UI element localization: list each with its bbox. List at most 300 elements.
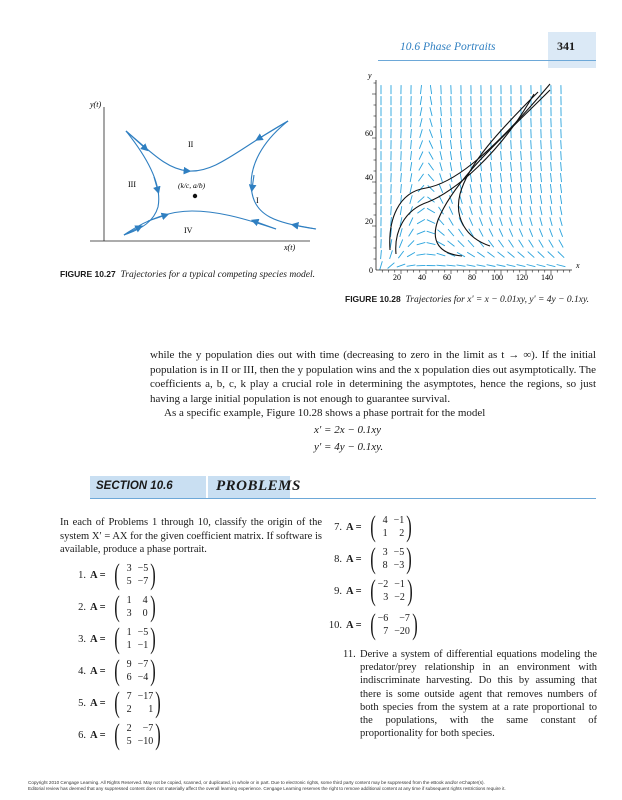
direction-segment xyxy=(439,184,442,192)
direction-segment xyxy=(407,252,415,256)
figure-10-28-caption xyxy=(345,293,600,307)
direction-segment xyxy=(559,228,562,236)
direction-segment xyxy=(471,151,472,160)
problem-number: 8. xyxy=(334,553,342,565)
matrix: ( 3 −5 5 −7 ) xyxy=(113,558,157,591)
direction-segment xyxy=(437,253,446,256)
direction-segment xyxy=(451,107,452,116)
direction-segment xyxy=(468,240,474,247)
problem-number: 10. xyxy=(328,619,342,631)
matrix-cell: −6 xyxy=(377,613,389,624)
direction-segment xyxy=(501,162,502,171)
direction-segment xyxy=(460,162,461,171)
direction-segment xyxy=(551,140,552,149)
copyright-line-1: Copyright 2010 Cengage Learning. All Rights Reserved. May not be copied, scanned, or duplicated, in whole or in part. Due to electronic rights, some third party content may be suppressed from the eBook and/or eChapter(s). xyxy=(28,780,485,785)
direction-segment xyxy=(551,162,552,171)
direction-segment xyxy=(480,206,483,215)
direction-segment xyxy=(561,162,562,171)
direction-segment xyxy=(429,129,432,137)
problem-9 xyxy=(316,576,415,606)
fig28-x-tick: 140 xyxy=(541,273,553,282)
direction-segment xyxy=(400,206,401,215)
direction-segment xyxy=(470,195,472,204)
direction-segment xyxy=(549,240,554,248)
direction-segment xyxy=(510,195,512,204)
problem-number: 9. xyxy=(334,585,342,597)
direction-segment xyxy=(530,217,533,226)
fig27-caption-text: Trajectories for a typical competing species model. xyxy=(120,270,315,280)
direction-segment xyxy=(428,163,433,170)
direction-segment xyxy=(411,151,412,160)
fig28-x-tick: 20 xyxy=(393,273,401,282)
direction-segment xyxy=(521,162,522,171)
direction-segment xyxy=(441,118,442,127)
direction-segment xyxy=(459,229,464,236)
matrix: ( −2 −1 3 −2 ) xyxy=(369,574,413,607)
direction-segment xyxy=(381,250,382,259)
direction-segment xyxy=(558,252,564,258)
direction-segment xyxy=(461,129,462,138)
body-text xyxy=(150,348,596,421)
direction-segment xyxy=(500,184,501,193)
direction-segment xyxy=(471,129,472,138)
direction-segment xyxy=(419,140,422,148)
direction-segment xyxy=(540,184,541,193)
matrix: ( −6 −7 7 −20 ) xyxy=(369,608,418,641)
direction-segment xyxy=(469,218,473,226)
direction-segment xyxy=(470,184,472,193)
matrix: ( 4 −1 1 2 ) xyxy=(369,510,413,543)
direction-segment xyxy=(440,173,443,182)
problem-lhs: A = xyxy=(90,697,106,709)
fig27-region-ii: II xyxy=(188,140,194,149)
matrix-cell: 1 xyxy=(126,595,132,606)
direction-segment xyxy=(520,206,522,215)
direction-segment xyxy=(561,151,562,160)
direction-segment xyxy=(500,217,503,226)
problem-lhs: A = xyxy=(90,633,106,645)
direction-segment xyxy=(448,241,455,247)
matrix-cell: 8 xyxy=(382,560,388,571)
direction-segment xyxy=(421,85,422,94)
direction-segment xyxy=(527,265,536,267)
direction-segment xyxy=(467,252,475,257)
section-title: PROBLEMS xyxy=(216,478,301,494)
direction-segment xyxy=(541,151,542,160)
direction-segment xyxy=(477,252,484,257)
matrix-cell: 4 xyxy=(382,515,388,526)
direction-segment xyxy=(519,240,524,248)
matrix-cell: −1 xyxy=(137,640,149,651)
direction-segment xyxy=(458,240,464,246)
direction-segment xyxy=(409,229,414,237)
direction-segment xyxy=(550,217,552,226)
problem-number: 1. xyxy=(78,569,86,581)
direction-segment xyxy=(541,173,542,182)
direction-segment xyxy=(560,217,562,226)
direction-segment xyxy=(490,206,492,215)
fig27-region-iv: IV xyxy=(184,226,193,235)
direction-segment xyxy=(430,96,432,105)
direction-segment xyxy=(557,265,566,267)
fig27-trajectories xyxy=(124,121,316,235)
page-number: 341 xyxy=(557,39,575,53)
problem-number: 3. xyxy=(78,633,86,645)
direction-segment xyxy=(477,265,486,267)
direction-segment xyxy=(390,239,392,248)
direction-segment xyxy=(410,195,412,204)
matrix-cell: −5 xyxy=(137,627,149,638)
direction-segment xyxy=(518,252,525,258)
direction-segment xyxy=(450,151,451,160)
direction-segment xyxy=(560,184,561,193)
direction-segment xyxy=(479,217,482,225)
matrix-cell: 5 xyxy=(126,736,132,747)
matrix-cell: −20 xyxy=(394,626,410,637)
direction-segment xyxy=(539,240,544,248)
matrix-cell: −10 xyxy=(137,736,154,747)
direction-segment xyxy=(428,174,434,181)
direction-segment xyxy=(521,140,522,149)
direction-segment xyxy=(449,207,453,215)
direction-segment xyxy=(407,265,416,266)
direction-segment xyxy=(408,240,414,246)
copyright-line-2: Editorial review has deemed that any suppressed content does not materially affect the overall learning experience. Cengage Learning reserves the right to remove additional content at any time if subsequent rights restrictions require it. xyxy=(28,786,506,791)
direction-segment xyxy=(520,184,521,193)
figure-10-27-caption xyxy=(60,268,326,282)
problem-8 xyxy=(316,544,414,574)
matrix: ( 1 −5 1 −1 ) xyxy=(113,622,157,655)
direction-segment xyxy=(427,254,436,255)
direction-segment xyxy=(471,140,472,149)
direction-segment xyxy=(511,151,512,160)
direction-segment xyxy=(420,118,422,127)
problem-lhs: A = xyxy=(346,585,362,597)
direction-segment xyxy=(457,265,466,266)
matrix-cell: −2 xyxy=(394,592,405,603)
direction-segment xyxy=(500,173,501,182)
direction-segment xyxy=(417,242,426,244)
matrix-cell: 6 xyxy=(126,672,132,683)
direction-segment xyxy=(440,162,442,171)
matrix: ( 3 −5 8 −3 ) xyxy=(369,542,413,575)
matrix: ( 2 −7 5 −10 ) xyxy=(113,718,162,751)
direction-segment xyxy=(540,206,542,215)
matrix-cell: −1 xyxy=(394,579,405,590)
direction-segment xyxy=(451,118,452,127)
direction-segment xyxy=(380,261,383,270)
direction-segment xyxy=(491,162,492,171)
fig28-caption-text: Trajectories for x' = x − 0.01xy, y' = 4y − 0.1xy. xyxy=(405,295,590,305)
direction-segment xyxy=(489,229,493,237)
direction-segment xyxy=(417,208,424,213)
direction-segment xyxy=(487,265,496,267)
direction-segment xyxy=(508,252,515,258)
direction-segment xyxy=(467,265,476,267)
direction-segment xyxy=(417,231,425,234)
fig27-x-label: x(t) xyxy=(284,243,296,252)
fig27-region-i: I xyxy=(256,196,259,205)
direction-segment xyxy=(559,240,563,248)
problem-lhs: A = xyxy=(90,665,106,677)
direction-segment xyxy=(510,217,513,226)
direction-segment xyxy=(438,230,445,236)
fig28-y-label: y xyxy=(368,71,372,80)
direction-segment xyxy=(470,173,471,182)
direction-segment xyxy=(530,206,532,215)
direction-segment xyxy=(430,85,431,94)
direction-segment xyxy=(531,140,532,149)
problem-number: 7. xyxy=(334,521,342,533)
direction-segment xyxy=(521,151,522,160)
direction-segment xyxy=(497,265,506,267)
direction-segment xyxy=(459,206,462,214)
problem-1 xyxy=(60,560,158,590)
matrix-cell: 1 xyxy=(382,528,388,539)
direction-segment xyxy=(510,173,511,182)
matrix-cell: 2 xyxy=(126,704,132,715)
direction-segment xyxy=(419,152,423,160)
direction-segment xyxy=(480,184,482,193)
direction-segment xyxy=(411,129,412,138)
direction-segment xyxy=(417,254,426,255)
direction-segment xyxy=(520,217,523,226)
direction-segment xyxy=(440,129,441,138)
direction-segment xyxy=(517,265,526,267)
direction-segment xyxy=(531,173,532,182)
direction-segment xyxy=(501,151,502,160)
matrix-cell: −7 xyxy=(137,576,149,587)
direction-segment xyxy=(411,140,412,149)
matrix: ( 7 −17 2 1 ) xyxy=(113,686,162,719)
direction-segment xyxy=(498,240,503,247)
fig28-x-tick: 100 xyxy=(491,273,503,282)
problem-number: 4. xyxy=(78,665,86,677)
direction-segment xyxy=(427,220,435,224)
direction-segment xyxy=(499,229,503,237)
matrix-cell: 3 xyxy=(382,547,388,558)
problem-2 xyxy=(60,592,158,622)
matrix-cell: −17 xyxy=(137,691,154,702)
figure-10-28 xyxy=(350,70,602,290)
problem-number: 2. xyxy=(78,601,86,613)
direction-segment xyxy=(479,229,483,237)
equation-1: x′ = 2x − 0.1xy xyxy=(314,424,382,436)
direction-segment xyxy=(450,162,452,171)
direction-segment xyxy=(420,129,423,138)
direction-segment xyxy=(490,173,491,182)
direction-segment xyxy=(510,206,512,215)
direction-segment xyxy=(537,265,546,267)
problem-11 xyxy=(343,648,597,740)
direction-segment xyxy=(420,107,422,116)
direction-segment xyxy=(388,263,395,269)
direction-segment xyxy=(401,184,402,193)
matrix-cell: 4 xyxy=(142,595,148,606)
direction-segment xyxy=(530,195,532,204)
direction-segment xyxy=(427,231,436,234)
fig28-y-tick: 40 xyxy=(365,173,373,182)
direction-segment xyxy=(539,228,542,236)
matrix-cell: 3 xyxy=(126,608,132,619)
direction-segment xyxy=(528,252,535,258)
matrix: ( 1 4 3 0 ) xyxy=(113,590,156,623)
problem-number: 5. xyxy=(78,697,86,709)
direction-segment xyxy=(480,195,482,204)
direction-segment xyxy=(547,265,556,267)
section-divider xyxy=(206,476,208,498)
direction-segment xyxy=(427,243,436,245)
fig28-y-tick: 0 xyxy=(369,266,373,275)
fig28-x-tick: 80 xyxy=(468,273,476,282)
body-paragraph-1: while the y population dies out with time (decreasing to zero in the limit as t → ∞). If the initial population is in II or III, then the y population wins and the x population dies out asymptotically. The coefficients a, b, c, k play a crucial role in determining the asymptotes, hence the regions, so just having a large initial population is not enough to guarantee survival. xyxy=(150,349,596,405)
fig28-x-label: x xyxy=(576,261,580,270)
direction-segment xyxy=(507,265,516,267)
direction-segment xyxy=(531,162,532,171)
matrix-cell: 1 xyxy=(126,640,132,651)
header-rule xyxy=(378,60,596,61)
direction-segment xyxy=(410,173,412,182)
direction-segment xyxy=(551,173,552,182)
direction-segment xyxy=(530,184,531,193)
fig27-equilibrium-point xyxy=(193,194,197,198)
fig28-x-tick-labels xyxy=(393,273,553,282)
direction-segment xyxy=(430,107,432,116)
direction-segment xyxy=(490,217,493,225)
direction-segment xyxy=(409,218,413,226)
direction-segment xyxy=(460,151,461,160)
direction-segment xyxy=(550,195,552,204)
fig28-y-tick: 20 xyxy=(365,217,373,226)
direction-segment xyxy=(429,141,433,149)
direction-segment xyxy=(440,151,442,160)
direction-segment xyxy=(420,96,421,105)
direction-segment xyxy=(448,229,454,236)
direction-segment xyxy=(541,140,542,149)
fig28-direction-field xyxy=(380,85,566,270)
direction-segment xyxy=(471,118,472,127)
direction-segment xyxy=(521,173,522,182)
direction-segment xyxy=(498,252,505,258)
matrix-cell: −5 xyxy=(393,547,405,558)
direction-segment xyxy=(560,206,562,215)
problem-lhs: A = xyxy=(346,619,362,631)
direction-segment xyxy=(487,252,494,257)
direction-segment xyxy=(480,173,481,182)
fig28-x-tick: 60 xyxy=(443,273,451,282)
fig28-x-tick: 120 xyxy=(516,273,528,282)
matrix-cell: 0 xyxy=(142,608,148,619)
matrix-cell: −2 xyxy=(377,579,389,590)
direction-segment xyxy=(449,218,454,226)
fig27-y-label: y(t) xyxy=(90,100,102,109)
direction-segment xyxy=(419,163,423,171)
equation-2: y′ = 4y − 0.1xy. xyxy=(314,441,384,453)
problem-6 xyxy=(60,720,163,750)
direction-segment xyxy=(490,195,492,204)
problem-lhs: A = xyxy=(90,569,106,581)
direction-segment xyxy=(470,206,473,215)
direction-segment xyxy=(398,251,403,258)
direction-segment xyxy=(560,195,561,204)
direction-segment xyxy=(400,228,402,237)
problem-lhs: A = xyxy=(90,729,106,741)
direction-segment xyxy=(561,140,562,149)
direction-segment xyxy=(410,184,412,193)
direction-segment xyxy=(519,229,523,237)
problem-5 xyxy=(60,688,163,718)
direction-segment xyxy=(461,140,462,149)
direction-segment xyxy=(391,206,392,215)
direction-segment xyxy=(440,140,442,149)
direction-segment xyxy=(551,151,552,160)
matrix: ( 9 −7 6 −4 ) xyxy=(113,654,157,687)
direction-segment xyxy=(461,118,462,127)
direction-segment xyxy=(510,184,511,193)
direction-segment xyxy=(417,219,425,223)
direction-segment xyxy=(511,162,512,171)
matrix-cell: 2 xyxy=(399,528,405,539)
direction-segment xyxy=(550,206,552,215)
fig28-caption-label: FIGURE 10.28 xyxy=(345,294,401,304)
direction-segment xyxy=(460,195,463,204)
matrix-cell: 7 xyxy=(126,691,132,702)
direction-segment xyxy=(450,140,451,149)
matrix-cell: 7 xyxy=(383,626,389,637)
matrix-cell: −7 xyxy=(399,613,410,624)
direction-segment xyxy=(490,184,492,193)
matrix-cell: 9 xyxy=(126,659,132,670)
matrix-cell: −3 xyxy=(393,560,405,571)
fig27-point-label: (k/c, a/b) xyxy=(178,181,206,190)
direction-segment xyxy=(441,107,442,116)
section-label: SECTION 10.6 xyxy=(96,480,173,492)
problem-lhs: A = xyxy=(90,601,106,613)
direction-segment xyxy=(481,140,482,149)
direction-segment xyxy=(390,250,393,259)
direction-segment xyxy=(550,184,551,193)
direction-segment xyxy=(401,173,402,182)
direction-segment xyxy=(549,228,552,236)
fig27-region-iii: III xyxy=(128,180,136,189)
problem-4 xyxy=(60,656,158,686)
running-header-section: 10.6 Phase Portraits xyxy=(400,41,496,53)
matrix-cell: −7 xyxy=(142,723,154,734)
problem-lhs: A = xyxy=(346,553,362,565)
direction-segment xyxy=(529,228,532,236)
problem-number: 11. xyxy=(343,649,356,660)
matrix-cell: 1 xyxy=(126,627,132,638)
direction-segment xyxy=(529,240,534,248)
direction-segment xyxy=(541,162,542,171)
direction-segment xyxy=(418,174,423,181)
direction-segment xyxy=(540,217,542,226)
direction-segment xyxy=(427,208,435,213)
direction-segment xyxy=(418,197,425,203)
problem-11-text: Derive a system of differential equations modeling the predator/prey relationship in an environment with indiscriminate harvesting. Do this by assuming that there is some outside agent that removes numbers of both species from the system at a rate proportional to the populations, with the same constant of proportionality for both species. xyxy=(360,649,597,740)
direction-segment xyxy=(511,140,512,149)
matrix-cell: −5 xyxy=(137,563,149,574)
direction-segment xyxy=(561,173,562,182)
matrix-cell: 1 xyxy=(148,704,154,715)
direction-segment xyxy=(397,264,405,267)
problem-3 xyxy=(60,624,158,654)
direction-segment xyxy=(430,118,433,127)
matrix-cell: −4 xyxy=(137,672,149,683)
copyright-footer xyxy=(28,780,608,792)
matrix-cell: −1 xyxy=(393,515,405,526)
direction-segment xyxy=(509,229,513,237)
